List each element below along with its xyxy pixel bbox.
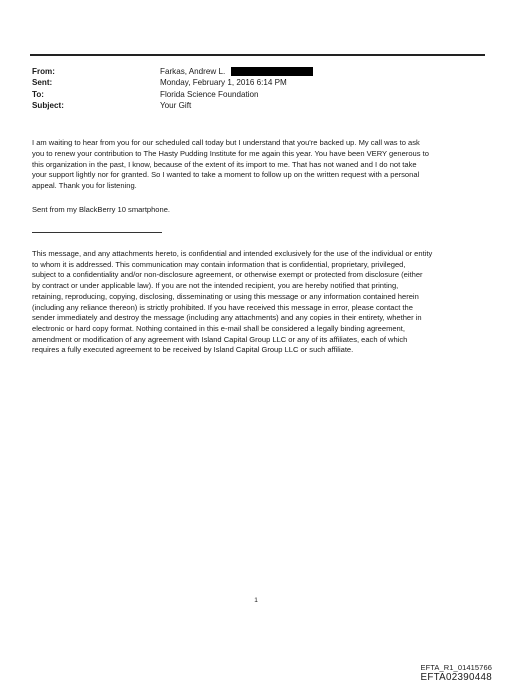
- subject-value: Your Gift: [160, 101, 192, 111]
- body-line: I am waiting to hear from you for our scheduled call today but I understand that you're backed up. My call was to ask: [32, 138, 420, 147]
- disclaimer-line: to whom it is addressed. This communication may contain information that is confidential, proprietary, privileged,: [32, 259, 406, 269]
- body-line: appeal. Thank you for listening.: [32, 181, 137, 191]
- bates-id-primary: EFTA_R1_01415766: [420, 663, 492, 672]
- header-top-rule: [30, 54, 485, 56]
- disclaimer-line: subject to a confidentiality and/or non-disclosure agreement, or otherwise exempt or protected from disclosure (either: [32, 270, 423, 280]
- header-row-to: [32, 89, 482, 100]
- disclaimer-line: retaining, reproducing, copying, disclosing, disseminating or using this message or any information contained herein: [32, 291, 419, 301]
- subject-label: Subject:: [32, 101, 64, 111]
- disclaimer-line: by contract or under applicable law). If you are not the intended recipient, you are hereby notified that printing,: [32, 281, 399, 291]
- bates-stamp: [420, 663, 492, 683]
- to-label: To:: [32, 89, 44, 99]
- from-value: Farkas, Andrew L.: [160, 67, 226, 76]
- disclaimer-line: This message, and any attachments hereto, is confidential and intended exclusively for the use of the individual or entity: [32, 249, 433, 258]
- email-signature: Sent from my BlackBerry 10 smartphone.: [32, 205, 170, 214]
- bates-id-secondary: EFTA02390448: [420, 672, 492, 683]
- header-row-from: [32, 66, 482, 77]
- header-row-subject: [32, 100, 482, 111]
- disclaimer-line: amendment or modification of any agreement with Island Capital Group LLC or any of its affiliates, each of which: [32, 334, 408, 344]
- body-line: your support lightly nor for granted. So I wanted to take a moment to follow up on the written request with a personal: [32, 170, 420, 180]
- page-number: 1: [254, 597, 258, 604]
- body-line: this organization in the past, I know, because of the extent of its import to me. That has not waned and I do not take: [32, 159, 417, 169]
- from-value-wrap: [160, 66, 482, 77]
- sent-label: Sent:: [32, 78, 53, 88]
- email-header: [32, 66, 482, 112]
- confidentiality-disclaimer: [32, 249, 484, 356]
- body-line: you to renew your contribution to The Hasty Pudding Institute for me again this year. You have been VERY generous to: [32, 148, 429, 158]
- header-row-sent: [32, 77, 482, 88]
- disclaimer-line: (including any reliance thereon) is strictly prohibited. If you have received this message in error, please contact the: [32, 302, 413, 312]
- signature-rule: [32, 232, 162, 233]
- disclaimer-line: requires a fully executed agreement to be received by Island Capital Group LLC or such affiliate.: [32, 345, 354, 355]
- from-label: From:: [32, 67, 55, 76]
- redaction-box: [231, 67, 313, 76]
- to-value: Florida Science Foundation: [160, 89, 259, 99]
- sent-value: Monday, February 1, 2016 6:14 PM: [160, 78, 287, 88]
- disclaimer-line: electronic or hard copy format. Nothing contained in this e-mail shall be considered a legally binding agreement,: [32, 323, 405, 333]
- disclaimer-line: sender immediately and destroy the message (including any attachments) and any copies in their entirety, whether in: [32, 313, 422, 323]
- email-body: [32, 138, 484, 192]
